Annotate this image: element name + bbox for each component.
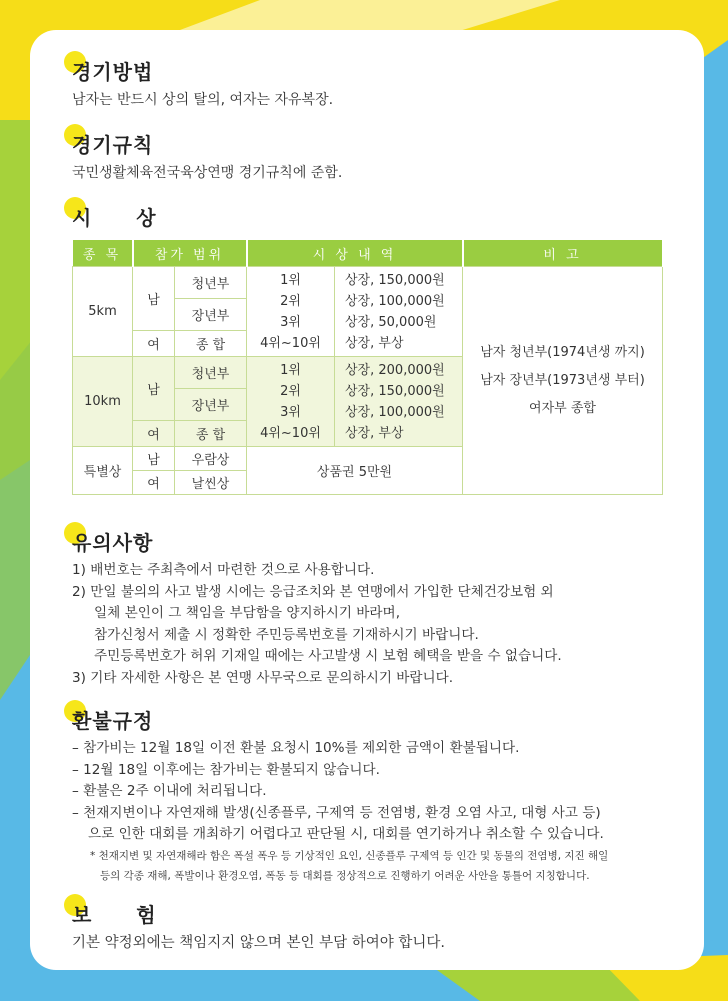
gender-female: 여 <box>133 331 175 357</box>
header-range: 참가 범위 <box>133 240 247 267</box>
header-event: 종 목 <box>73 240 133 267</box>
header-remark: 비 고 <box>463 240 663 267</box>
division-youth: 청년부 <box>175 357 247 389</box>
caution-line: 주민등록번호가 허위 기재일 때에는 사고발생 시 보험 혜택을 받을 수 없습니다. <box>94 648 562 664</box>
event-special: 특별상 <box>73 447 133 495</box>
table-header-row <box>73 240 663 267</box>
refund-line: – 천재지변이나 자연재해 발생(신종플루, 구제역 등 전염병, 환경 오염 사고, 대형 사고 등) <box>72 804 601 821</box>
rules-text: 국민생활체육전국육상연맹 경기규칙에 준함. <box>72 165 343 181</box>
refund-line: 으로 인한 대회를 개최하기 어렵다고 판단될 시, 대회를 연기하거나 취소할 수 있습니다. <box>88 826 604 842</box>
awards-table <box>72 240 664 495</box>
refund-footnote: * 천재지변 및 자연재해라 함은 폭설 폭우 등 기상적인 요인, 신종플루 구제역 등 인간 및 동물의 전염병, 지진 해일 <box>90 849 609 862</box>
prizes-10km: 상장, 200,000원 상장, 150,000원 상장, 100,000원 상장, 부상 <box>335 357 463 447</box>
gender-male: 남 <box>133 267 175 331</box>
caution-line: 2) 만일 불의의 사고 발생 시에는 응급조치와 본 연맹에서 가입한 단체건강보험 외 <box>72 583 554 600</box>
event-10km: 10km <box>73 357 133 447</box>
division-senior: 장년부 <box>175 389 247 421</box>
caution-line: 일체 본인이 그 책임을 부담함을 양지하시기 바라며, <box>94 605 401 621</box>
section-refund <box>72 706 608 886</box>
section-rules <box>72 130 342 184</box>
refund-line: – 참가비는 12월 18일 이전 환불 요청시 10%를 제외한 금액이 환불됩니다. <box>72 740 520 756</box>
section-heading: 경기방법 <box>72 57 333 87</box>
section-method <box>72 57 333 111</box>
section-heading: 보 험 <box>72 900 445 930</box>
division-overall: 종 합 <box>175 421 247 447</box>
section-cautions <box>72 528 562 689</box>
special-prize: 상품권 5만원 <box>247 447 463 495</box>
method-text: 남자는 반드시 상의 탈의, 여자는 자유복장. <box>72 92 334 108</box>
section-insurance <box>72 900 445 954</box>
section-heading: 환불규정 <box>72 706 608 736</box>
caution-line: 1) 배번호는 주최측에서 마련한 것으로 사용합니다. <box>72 562 375 578</box>
caution-line: 참가신청서 제출 시 정확한 주민등록번호를 기재하시기 바랍니다. <box>94 626 479 643</box>
prizes-5km: 상장, 150,000원 상장, 100,000원 상장, 50,000원 상장, 부상 <box>335 267 463 357</box>
gender-male: 남 <box>133 447 175 471</box>
insurance-text: 기본 약정외에는 책임지지 않으며 본인 부담 하여야 합니다. <box>72 935 446 951</box>
division-youth: 청년부 <box>175 267 247 299</box>
remarks-cell: 남자 청년부(1974년생 까지) 남자 장년부(1973년생 부터) 여자부 종합 <box>463 267 663 495</box>
gender-female: 여 <box>133 471 175 495</box>
caution-line: 3) 기타 자세한 사항은 본 연맹 사무국으로 문의하시기 바랍니다. <box>72 669 454 686</box>
section-heading: 시 상 <box>72 203 162 233</box>
division-overall: 종 합 <box>175 331 247 357</box>
section-awards <box>72 203 162 233</box>
gender-male: 남 <box>133 357 175 421</box>
special-female-award: 날씬상 <box>175 471 247 495</box>
ranks-10km: 1위 2위 3위 4위~10위 <box>247 357 335 447</box>
special-male-award: 우람상 <box>175 447 247 471</box>
ranks-5km: 1위 2위 3위 4위~10위 <box>247 267 335 357</box>
section-heading: 경기규칙 <box>72 130 342 160</box>
refund-line: – 12월 18일 이후에는 참가비는 환불되지 않습니다. <box>72 761 381 778</box>
division-senior: 장년부 <box>175 299 247 331</box>
event-5km: 5km <box>73 267 133 357</box>
section-heading: 유의사항 <box>72 528 562 558</box>
header-prize: 시 상 내 역 <box>247 240 463 267</box>
gender-female: 여 <box>133 421 175 447</box>
refund-line: – 환불은 2주 이내에 처리됩니다. <box>72 783 267 799</box>
refund-footnote: 등의 각종 재해, 폭발이나 환경오염, 폭동 등 대회를 정상적으로 진행하기 어려운 사안을 통틀어 지칭합니다. <box>100 869 590 882</box>
